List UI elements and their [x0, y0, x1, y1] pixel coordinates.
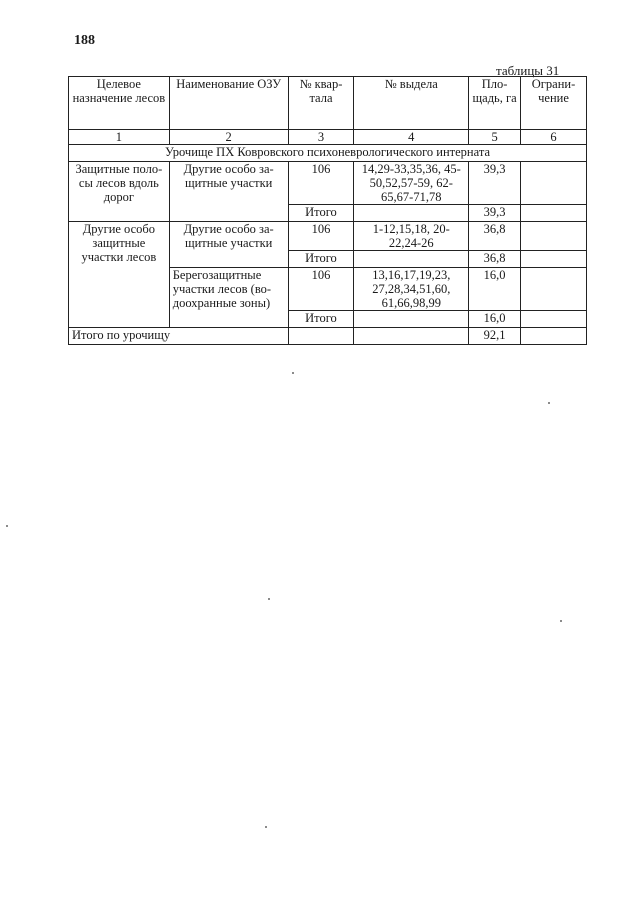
ozu-name-cell: Берегозащитные участки лесов (во-доохранные зоны)	[169, 268, 288, 328]
header-quarter: № квар-тала	[288, 77, 354, 130]
subtotal-label: Итого	[288, 311, 354, 328]
ozu-name-cell: Другие особо за-щитные участки	[169, 162, 288, 222]
empty-cell	[288, 328, 354, 345]
subtotal-area: 39,3	[469, 205, 521, 222]
purpose-cell: Защитные поло-сы лесов вдоль дорог	[69, 162, 170, 222]
scan-speck	[292, 372, 294, 374]
grand-total-area: 92,1	[469, 328, 521, 345]
column-number: 3	[288, 130, 354, 145]
header-ozu-name: Наименование ОЗУ	[169, 77, 288, 130]
subtotal-area: 16,0	[469, 311, 521, 328]
table-header-row	[69, 77, 587, 130]
table-caption: таблицы 31	[496, 63, 560, 78]
empty-cell	[354, 205, 469, 222]
restriction-cell	[521, 162, 587, 205]
empty-cell	[521, 251, 587, 268]
forest-protection-table	[68, 76, 587, 345]
column-number: 6	[521, 130, 587, 145]
scan-speck	[560, 620, 562, 622]
scan-speck	[268, 598, 270, 600]
empty-cell	[521, 328, 587, 345]
header-purpose: Целевое назначение лесов	[69, 77, 170, 130]
section-title-row	[69, 145, 587, 162]
plots-cell: 1-12,15,18, 20-22,24-26	[354, 222, 469, 251]
area-cell: 36,8	[469, 222, 521, 251]
column-number: 1	[69, 130, 170, 145]
section-title: Урочище ПХ Ковровского психоневрологического интерната	[69, 145, 587, 162]
grand-total-label: Итого по урочищу	[69, 328, 289, 345]
empty-cell	[354, 251, 469, 268]
empty-cell	[521, 311, 587, 328]
restriction-cell	[521, 222, 587, 251]
quarter-cell: 106	[288, 268, 354, 311]
page-number: 188	[74, 33, 95, 48]
column-number-row	[69, 130, 587, 145]
header-restriction: Ограни-чение	[521, 77, 587, 130]
plots-cell: 13,16,17,19,23, 27,28,34,51,60, 61,66,98,99	[354, 268, 469, 311]
purpose-cell: Другие особо защитные участки лесов	[69, 222, 170, 328]
quarter-cell: 106	[288, 162, 354, 205]
header-plot: № выдела	[354, 77, 469, 130]
area-cell: 16,0	[469, 268, 521, 311]
table-row	[69, 222, 587, 251]
area-cell: 39,3	[469, 162, 521, 205]
scan-speck	[265, 826, 267, 828]
grand-total-row	[69, 328, 587, 345]
quarter-cell: 106	[288, 222, 354, 251]
column-number: 5	[469, 130, 521, 145]
empty-cell	[354, 328, 469, 345]
plots-cell: 14,29-33,35,36, 45-50,52,57-59, 62-65,67-71,78	[354, 162, 469, 205]
subtotal-area: 36,8	[469, 251, 521, 268]
empty-cell	[521, 205, 587, 222]
header-area: Пло-щадь, га	[469, 77, 521, 130]
table-row	[69, 162, 587, 205]
subtotal-label: Итого	[288, 205, 354, 222]
subtotal-label: Итого	[288, 251, 354, 268]
column-number: 2	[169, 130, 288, 145]
scan-speck	[548, 402, 550, 404]
column-number: 4	[354, 130, 469, 145]
scan-speck	[6, 525, 8, 527]
ozu-name-cell: Другие особо за-щитные участки	[169, 222, 288, 268]
empty-cell	[354, 311, 469, 328]
restriction-cell	[521, 268, 587, 311]
